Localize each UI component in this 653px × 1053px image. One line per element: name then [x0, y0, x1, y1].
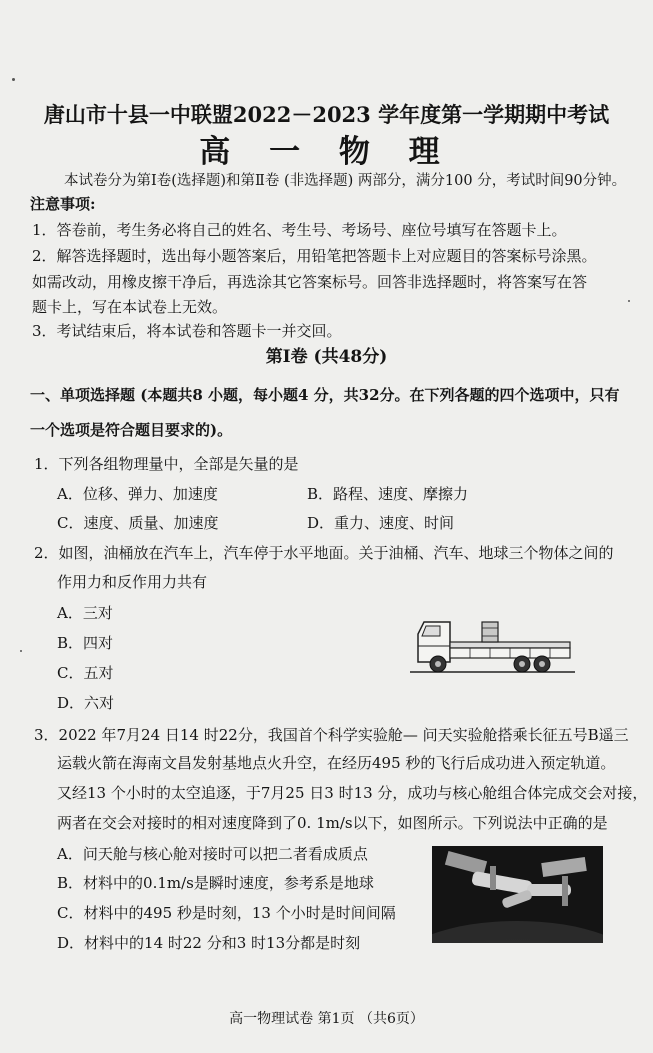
question-2-stem: 2．如图，油桶放在汽车上，汽车停于水平地面。关于油桶、汽车、地球三个物体之间的 [34, 544, 614, 562]
exam-title: 唐山市十县一中联盟2022－2023 学年度第一学期期中考试 [43, 102, 610, 127]
intro-text: 本试卷分为第Ⅰ卷(选择题)和第Ⅱ卷 (非选择题) 两部分，满分100 分，考试时间90分钟。 [64, 173, 627, 189]
question-3-stem: 两者在交会对接时的相对速度降到了0. 1m/s以下，如图所示。下列说法中正确的是 [57, 814, 608, 832]
question-1-option-b: B．路程、速度、摩擦力 [307, 485, 469, 503]
question-3-option-c: C．材料中的495 秒是时刻，13 个小时是时间间隔 [57, 904, 396, 922]
question-2-stem: 作用力和反作用力共有 [57, 573, 208, 591]
notice-heading: 注意事项: [30, 195, 96, 213]
notice-line: 1．答卷前，考生务必将自己的姓名、考生号、考场号、座位号填写在答题卡上。 [32, 221, 567, 239]
question-1-stem: 1．下列各组物理量中，全部是矢量的是 [34, 455, 299, 473]
notice-line: 如需改动，用橡皮擦干净后，再选涂其它答案标号。回答非选择题时，将答案写在答 [32, 273, 588, 291]
question-1-option-d: D．重力、速度、时间 [307, 514, 455, 532]
question-3-option-d: D．材料中的14 时22 分和3 时13分都是时刻 [57, 934, 361, 952]
scan-speck [12, 78, 15, 81]
question-1-option-a: A．位移、弹力、加速度 [57, 485, 218, 503]
question-3-stem: 3．2022 年7月24 日14 时22分，我国首个科学实验舱— 问天实验舱搭乘长征五号B遥三 [34, 726, 629, 744]
question-2-option-c: C．五对 [57, 664, 114, 682]
question-2-option-a: A．三对 [57, 604, 113, 622]
scan-speck [20, 650, 22, 652]
truck-figure [410, 612, 575, 674]
notice-line: 题卡上，写在本试卷上无效。 [32, 298, 228, 316]
notice-line: 2．解答选择题时，选出每小题答案后，用铅笔把答题卡上对应题目的答案标号涂黑。 [32, 247, 597, 265]
notice-line: 3．考试结束后，将本试卷和答题卡一并交回。 [32, 322, 342, 340]
question-3-option-a: A．问天舱与核心舱对接时可以把二者看成质点 [57, 845, 368, 863]
section-instructions: 一个选项是符合题目要求的)。 [30, 421, 233, 439]
scan-speck [628, 300, 630, 302]
page-footer: 高一物理试卷 第1页 （共6页） [229, 1011, 424, 1027]
question-2-option-b: B．四对 [57, 634, 114, 652]
question-3-stem: 又经13 个小时的太空追逐，于7月25 日3 时13 分，成功与核心舱组合体完成交会对接， [57, 784, 648, 802]
question-3-stem: 运载火箭在海南文昌发射基地点火升空，在经历495 秒的飞行后成功进入预定轨道。 [57, 754, 616, 772]
question-2-option-d: D．六对 [57, 694, 115, 712]
space-station-photo [432, 846, 603, 943]
section-title: 第Ⅰ卷 (共48分) [265, 347, 388, 367]
question-3-option-b: B．材料中的0.1m/s是瞬时速度，参考系是地球 [57, 874, 374, 892]
section-instructions: 一、单项选择题 (本题共8 小题，每小题4 分，共32分。在下列各题的四个选项中，只有 [30, 386, 620, 404]
subject-title: 高 一 物 理 [199, 134, 454, 170]
question-1-option-c: C．速度、质量、加速度 [57, 514, 219, 532]
